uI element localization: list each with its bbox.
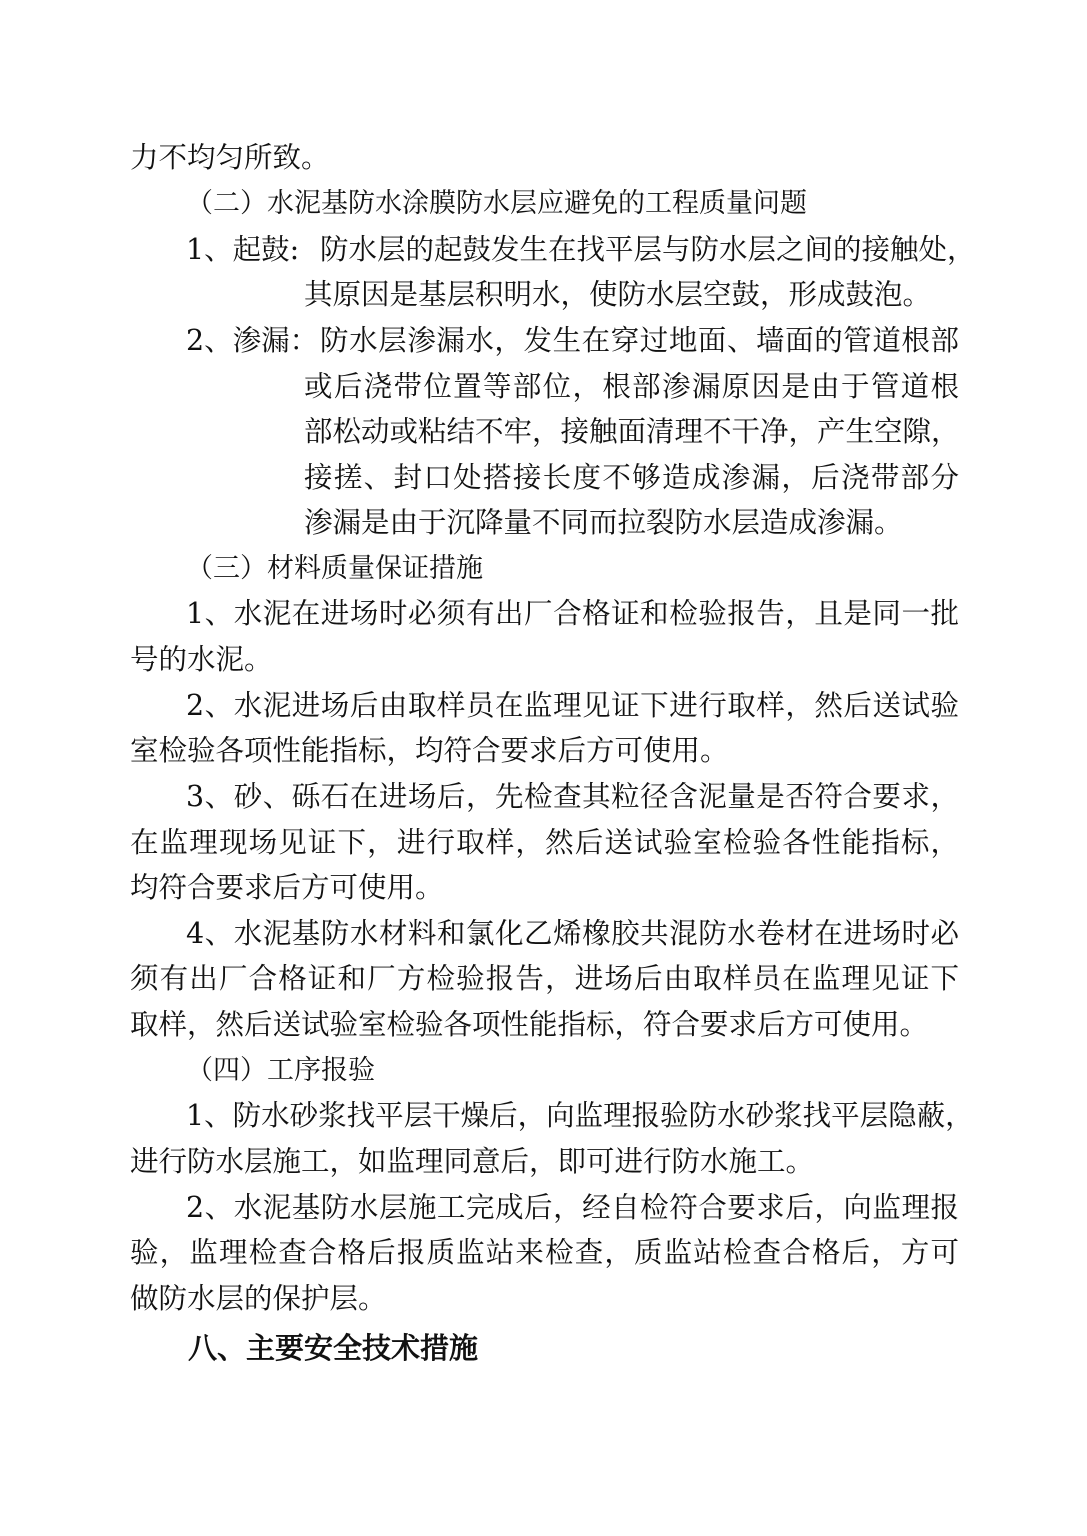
section-4-heading: （四）工序报验 bbox=[186, 1055, 375, 1086]
section-3-heading: （三）材料质量保证措施 bbox=[186, 553, 483, 584]
paragraph-3-1-line-1: 1、水泥在进场时必须有出厂合格证和检验报告，且是同一批 bbox=[186, 597, 959, 630]
item-2-line-4: 接搓、封口处搭接长度不够造成渗漏，后浇带部分 bbox=[304, 461, 959, 494]
item-1-label: 1、起鼓: bbox=[186, 233, 300, 266]
paragraph-4-2-line-2: 验，监理检查合格后报质监站来检查，质监站检查合格后，方可 bbox=[130, 1236, 959, 1269]
item-2-line-1: 防水层渗漏水，发生在穿过地面、墙面的管道根部 bbox=[320, 324, 959, 357]
paragraph-3-2-line-1: 2、水泥进场后由取样员在监理见证下进行取样，然后送试验 bbox=[186, 689, 959, 722]
paragraph-4-2-line-3: 做防水层的保护层。 bbox=[130, 1282, 387, 1315]
paragraph-3-2-line-2: 室检验各项性能指标，均符合要求后方可使用。 bbox=[130, 734, 729, 767]
paragraph-3-4-line-1: 4、水泥基防水材料和氯化乙烯橡胶共混防水卷材在进场时必 bbox=[186, 917, 959, 950]
item-1-line-2: 其原因是基层积明水，使防水层空鼓，形成鼓泡。 bbox=[304, 278, 932, 311]
paragraph-3-1-line-2: 号的水泥。 bbox=[130, 643, 273, 676]
paragraph-4-1-line-1: 1、防水砂浆找平层干燥后，向监理报验防水砂浆找平层隐蔽， bbox=[186, 1099, 974, 1132]
item-2-line-3: 部松动或粘结不牢，接触面清理不干净，产生空隙， bbox=[304, 415, 960, 448]
section-8-heading: 八、主要安全技术措施 bbox=[188, 1331, 479, 1365]
item-1-line-1: 防水层的起鼓发生在找平层与防水层之间的接触处， bbox=[320, 233, 976, 266]
paragraph-4-2-line-1: 2、水泥基防水层施工完成后，经自检符合要求后，向监理报 bbox=[186, 1191, 959, 1224]
item-2-line-5: 渗漏是由于沉降量不同而拉裂防水层造成渗漏。 bbox=[304, 506, 903, 539]
section-2-heading: （二）水泥基防水涂膜防水层应避免的工程质量问题 bbox=[186, 188, 807, 219]
continuation-text: 力不均匀所致。 bbox=[130, 141, 330, 174]
paragraph-4-1-line-2: 进行防水层施工，如监理同意后，即可进行防水施工。 bbox=[130, 1145, 815, 1178]
paragraph-3-3-line-2: 在监理现场见证下，进行取样，然后送试验室检验各性能指标， bbox=[130, 826, 959, 859]
paragraph-3-4-line-2: 须有出厂合格证和厂方检验报告，进场后由取样员在监理见证下 bbox=[130, 962, 959, 995]
paragraph-3-4-line-3: 取样，然后送试验室检验各项性能指标，符合要求后方可使用。 bbox=[130, 1008, 929, 1041]
item-2-label: 2、渗漏： bbox=[186, 324, 319, 357]
paragraph-3-3-line-1: 3、砂、砾石在进场后，先检查其粒径含泥量是否符合要求， bbox=[186, 780, 959, 813]
item-2-line-2: 或后浇带位置等部位，根部渗漏原因是由于管道根 bbox=[304, 370, 959, 403]
paragraph-3-3-line-3: 均符合要求后方可使用。 bbox=[130, 871, 444, 904]
